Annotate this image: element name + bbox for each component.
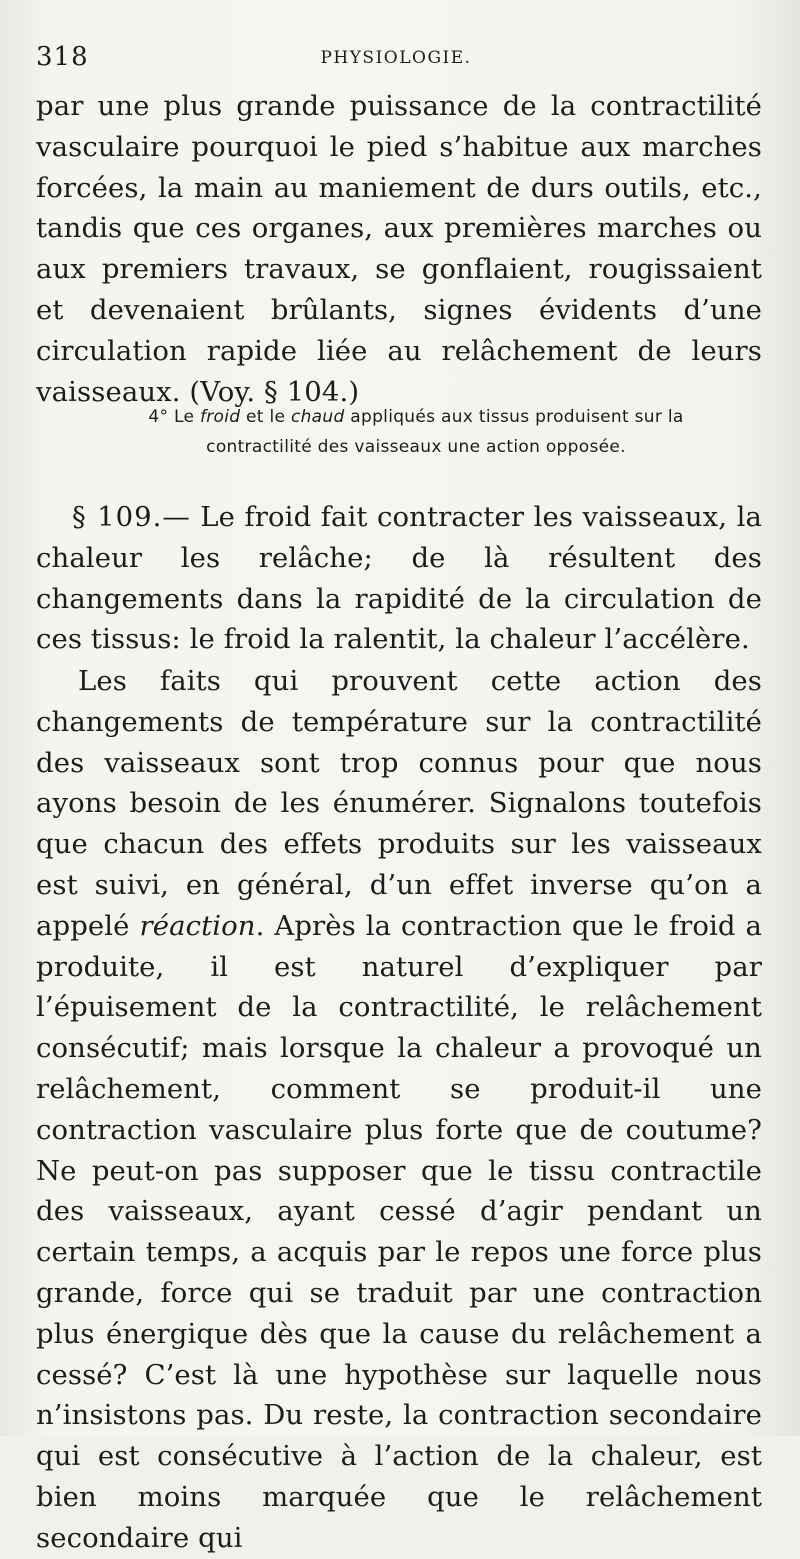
running-title: PHYSIOLOGIE. bbox=[320, 48, 472, 68]
page-number: 318 bbox=[36, 42, 89, 72]
section-109-text: Le froid fait contracter les vaisseaux, la chaleur les relâche; de là résultent des changements dans la rapidité de la circulation de ces tissus: le froid la ralentit, la chaleur l’accélère. bbox=[36, 501, 762, 656]
section-109-heading: § 109.— bbox=[72, 501, 191, 533]
rule-froid: froid bbox=[199, 407, 241, 427]
section-109 bbox=[36, 497, 762, 660]
rule-middle: et le bbox=[240, 407, 291, 427]
paragraph-reaction bbox=[36, 661, 762, 1559]
paragraph-reaction-after: . Après la contraction que le froid a produite, il est naturel d’expliquer par l’épuisement de la contractilité, le relâchement consécutif; mais lorsque la chaleur a provoqué un relâchement, comment se produit-il une contraction vasculaire plus forte que de coutume? Ne peut-on pas supposer que le tissu contractile des vaisseaux, ayant cessé d’agir pendant un certain temps, a acquis par le repos une force plus grande, force qui se traduit par une contraction plus énergique dès que la cause du relâchement a cessé? C’est là une hypothèse sur laquelle nous n’insistons pas. Du reste, la contraction secondaire qui est consécutive à l’action de la chaleur, est bien moins marquée que le relâchement secondaire qui bbox=[36, 909, 763, 1554]
rule-suffix: appliqués aux tissus produisent sur la contractilité des vaisseaux une action opposée. bbox=[206, 407, 684, 457]
reaction-term: réaction bbox=[139, 909, 256, 942]
rule-statement-4 bbox=[96, 402, 736, 462]
rule-chaud: chaud bbox=[290, 407, 345, 427]
paragraph-reaction-before: Les faits qui prouvent cette action des changements de température sur la contractilité des vaisseaux sont trop connus pour que nous ayons besoin de les énumérer. Signalons toutefois que chacun des effets produits sur les vaisseaux est suivi, en général, d’un effet inverse qu’on a appelé bbox=[36, 665, 762, 942]
page-header bbox=[36, 42, 756, 78]
paragraph-continuation: par une plus grande puissance de la contractilité vasculaire pourquoi le pied s’habitue aux marches forcées, la main au maniement de durs outils, etc., tandis que ces organes, aux premières marches ou aux premiers travaux, se gonflaient, rougissaient et devenaient brûlants, signes évidents d’une circulation rapide liée au relâchement de leurs vaisseaux. (Voy. § 104.) bbox=[36, 90, 762, 408]
rule-prefix: 4° Le bbox=[148, 407, 200, 427]
